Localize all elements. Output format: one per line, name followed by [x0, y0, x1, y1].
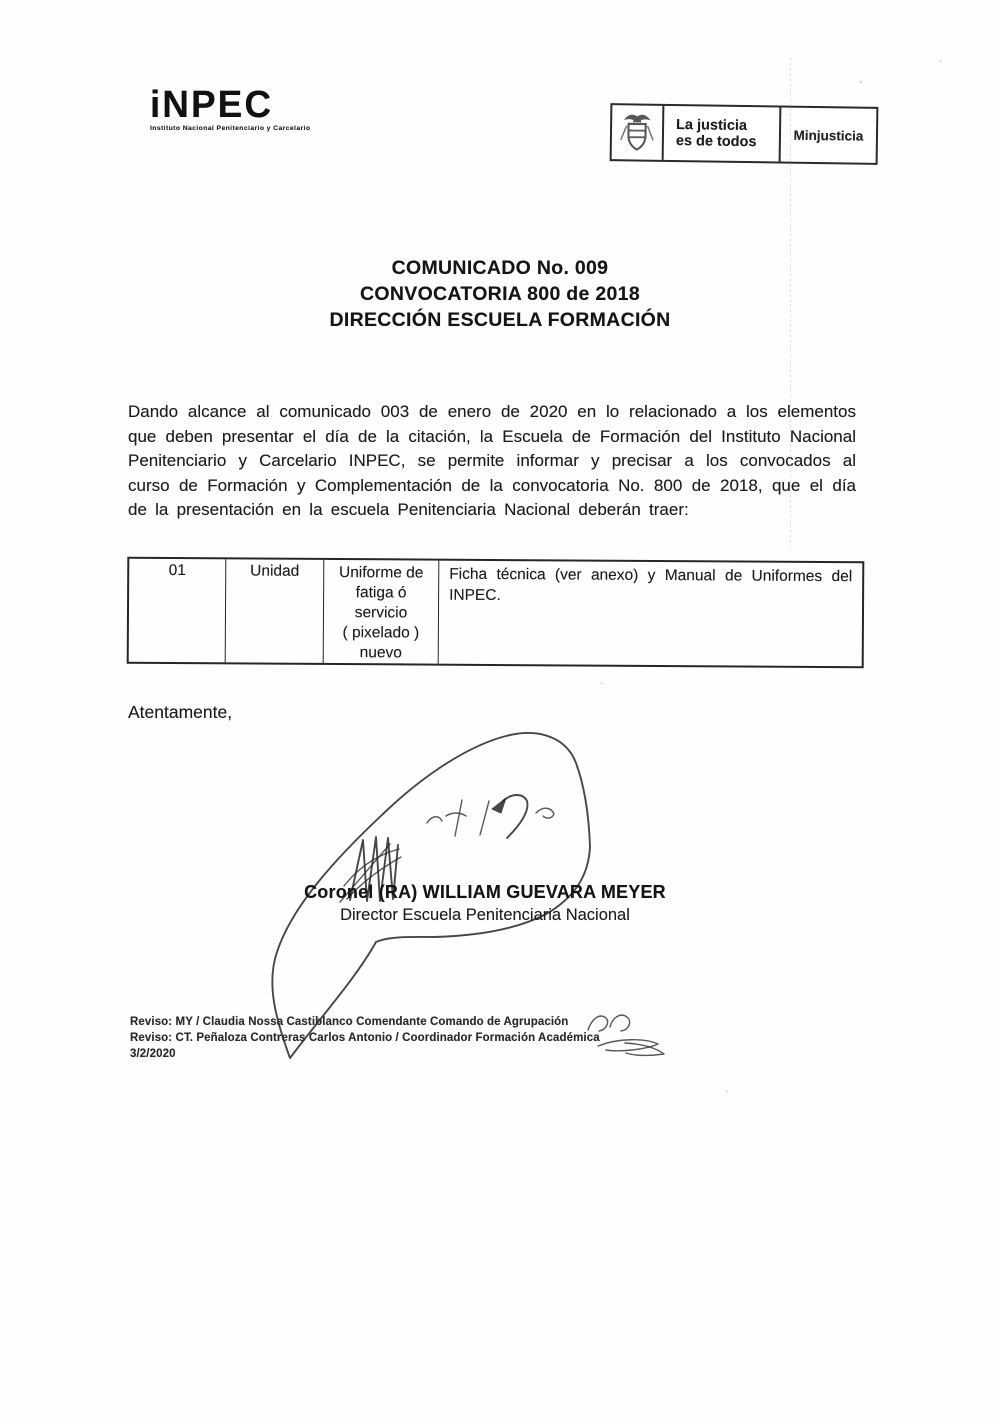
item-unit-cell: Unidad: [226, 559, 325, 663]
closing-salutation: Atentamente,: [128, 702, 233, 722]
justice-slogan-line1: La justicia: [676, 116, 748, 134]
review-block: [130, 1014, 600, 1062]
item-requirement-cell: Ficha técnica (ver anexo) y Manual de Uniformes del INPEC.: [449, 565, 853, 605]
scan-speck: ·: [600, 678, 604, 689]
inpec-logo-text: iNPEC: [150, 83, 274, 126]
title-line-3: DIRECCIÓN ESCUELA FORMACIÓN: [329, 309, 671, 331]
items-table: [127, 557, 865, 669]
review-line-2: Reviso: CT. Peñaloza Contreras Carlos Antonio / Coordinador Formación Académica: [130, 1032, 600, 1044]
title-line-2: CONVOCATORIA 800 de 2018: [360, 283, 640, 305]
item-description-line: ( pixelado ): [342, 624, 420, 642]
ministry-label: Minjusticia: [793, 127, 864, 144]
justice-slogan: [664, 106, 782, 162]
item-description-line: servicio: [354, 604, 408, 622]
colombia-coat-of-arms-icon: [612, 105, 665, 160]
document-title: [0, 255, 1000, 333]
inpec-logo: [150, 83, 370, 132]
item-description-line: fatiga ó: [355, 584, 407, 602]
inpec-logo-tagline: Instituto Nacional Penitenciario y Carcelario: [150, 125, 311, 132]
review-line-1: Reviso: MY / Claudia Nossa Castiblanco Comendante Comando de Agrupación: [130, 1016, 569, 1028]
scan-artifact-line: [790, 58, 791, 548]
scan-speck: ·: [725, 1086, 729, 1097]
item-number-cell: 01: [129, 559, 227, 663]
title-line-1: COMUNICADO No. 009: [391, 257, 609, 279]
item-description-cell: [324, 560, 440, 664]
item-description-line: nuevo: [359, 644, 402, 662]
signer-title: Director Escuela Penitenciaria Nacional: [340, 906, 630, 924]
government-banner: [610, 103, 879, 165]
justice-slogan-line2: es de todos: [675, 133, 757, 151]
item-description-line: Uniforme de: [338, 564, 424, 582]
signer-name: Coronel (RA) WILLIAM GUEVARA MEYER: [304, 882, 666, 902]
reviewer-flourish-scribble: [598, 1040, 664, 1056]
signer-block: [240, 882, 730, 925]
body-paragraph: Dando alcance al comunicado 003 de enero de 2020 en lo relacionado a los elementos que deben presentar el día de la citación, la Escuela de Formación del Instituto Nacional Penitenciario y Carcelario INPEC, se permite informar y precisar a los convocados al curso de Formación y Complementación de la convocatoria No. 800 de 2018, que el día de la presentación en la escuela Penitenciaria Nacional deberán traer:: [128, 402, 856, 519]
scan-speck: ': [860, 80, 862, 91]
review-date: 3/2/2020: [130, 1048, 176, 1060]
scan-speck: ·: [939, 56, 943, 67]
